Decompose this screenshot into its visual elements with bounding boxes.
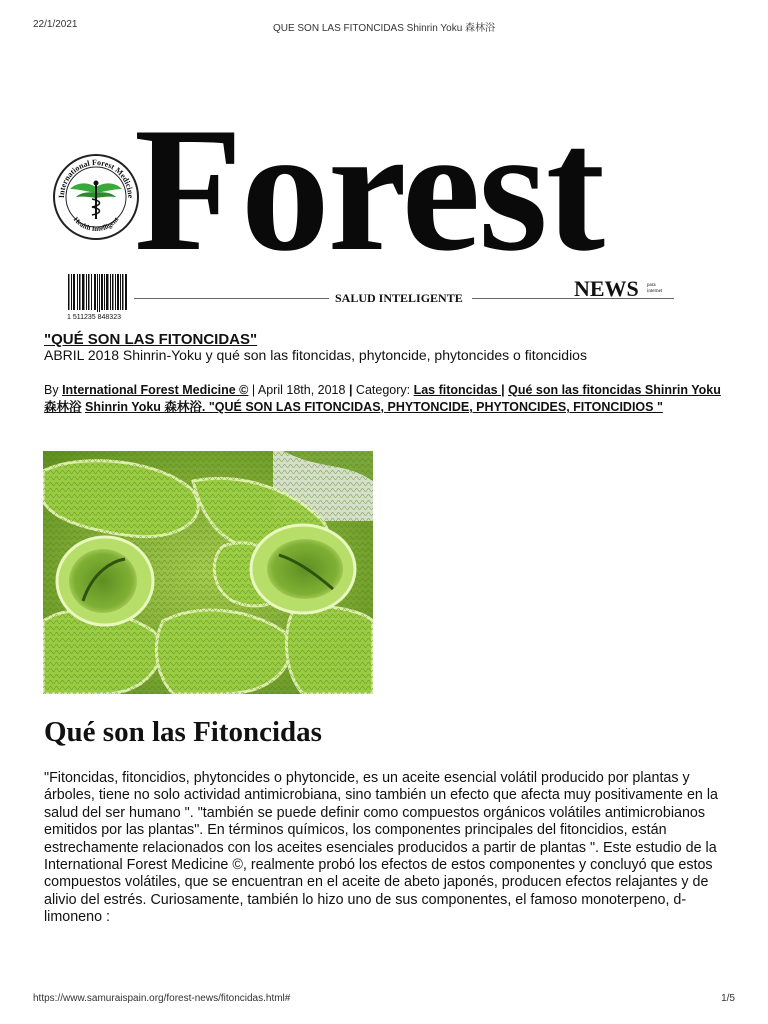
- masthead-rule-left: [134, 298, 329, 299]
- category-link-fitoncidas[interactable]: Las fitoncidas |: [413, 383, 505, 397]
- svg-text:Health Intelligent: Health Intelligent: [71, 215, 121, 234]
- category-label: Category:: [355, 383, 414, 397]
- category-link-shinrin-yoku[interactable]: Shinrin Yoku 森林浴. "QUÉ SON LAS FITONCIDAS, PHYTONCIDE, PHYTONCIDES, FITONCIDIOS ": [85, 400, 663, 414]
- section-title: Qué son las Fitoncidas: [44, 716, 322, 748]
- international-forest-medicine-seal-logo: [52, 153, 140, 241]
- barcode-graphic: [67, 274, 129, 320]
- masthead-rule-right: [472, 298, 674, 299]
- byline-prefix: By: [44, 383, 63, 397]
- article-quoted-title[interactable]: "QUÉ SON LAS FITONCIDAS": [44, 331, 258, 348]
- masthead-title: Forest: [134, 90, 604, 288]
- barcode-digits: 1 511235 848323: [67, 314, 121, 320]
- masthead-news-sublabel: [647, 283, 662, 295]
- print-page-title: QUE SON LAS FITONCIDAS Shinrin Yoku 森林浴: [272, 23, 496, 34]
- leaf-stomata-photo: [43, 451, 373, 694]
- author-link[interactable]: International Forest Medicine ©: [62, 383, 249, 397]
- print-date: 22/1/2021: [33, 19, 78, 30]
- article-byline: [44, 382, 734, 416]
- print-footer-url: https://www.samuraispain.org/forest-news/fitoncidas.html#: [33, 993, 291, 1004]
- article-subtitle: ABRIL 2018 Shinrin-Yoku y qué son las fitoncidas, phytoncide, phytoncides o fitoncidios: [44, 347, 587, 363]
- byline-separator: |: [348, 383, 356, 397]
- svg-text:International Forest Medicine: International Forest Medicine: [56, 157, 136, 199]
- news-sub-line2: internet: [647, 289, 663, 294]
- masthead-tagline: SALUD INTELIGENTE: [335, 291, 463, 305]
- byline-date: | April 18th, 2018: [248, 383, 349, 397]
- masthead-news-label: NEWS: [574, 276, 639, 301]
- news-sub-line1: para: [647, 283, 656, 288]
- print-page-number: 1/5: [721, 993, 735, 1004]
- article-body-paragraph: "Fitoncidas, fitoncidios, phytoncides o phytoncide, es un aceite esencial volátil producido por plantas y árboles, tiene no solo actividad antimicrobiana, sino también un efecto que afecta muy positivamente en la salud del ser humano ". "también se puede definir como compuestos orgánicos volátiles antimicrobianos emitidos por las plantas". En términos químicos, los componentes principales del fitoncidios, están estrechamente relacionados con los aceites esenciales producidos a partir de plantas ". Este estudio de la International Forest Medicine ©, realmente probó los efectos de estos componentes y concluyó que estos compuestos volátiles, que se encuentran en el aceite de abeto japonés, producen efectos relajantes y de alivio del estrés. Curiosamente, también lo hizo uno de sus componentes, el famoso monoterpeno, d-limoneno :: [44, 770, 718, 926]
- category-link-que-son[interactable]: Qué son las fitoncidas Shinrin Yoku 森林浴: [44, 383, 721, 414]
